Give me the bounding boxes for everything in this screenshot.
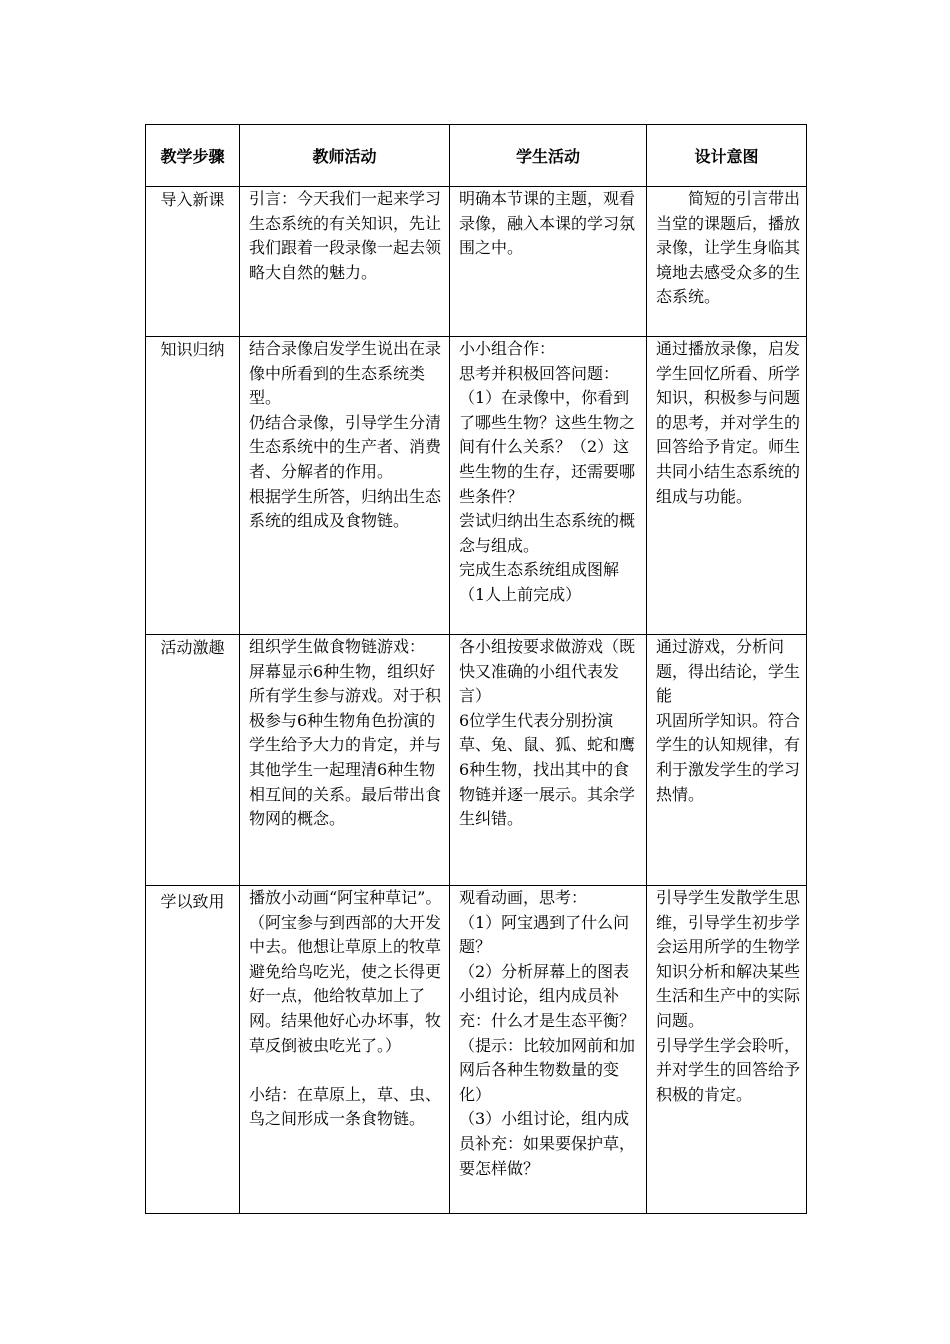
table-row <box>146 187 807 337</box>
header-step: 教学步骤 <box>146 125 240 187</box>
design-intent-cell <box>647 635 807 886</box>
teacher-activity-cell <box>240 886 450 1214</box>
paragraph: 引言：今天我们一起来学习生态系统的有关知识，先让我们跟着一段录像一起去领略大自然的魅力。 <box>249 189 442 282</box>
blank-line <box>249 1058 443 1083</box>
student-activity-cell <box>450 337 647 635</box>
paragraph: 组织学生做食物链游戏： <box>249 637 426 656</box>
header-student-activity: 学生活动 <box>450 125 647 187</box>
paragraph: （2）分析屏幕上的图表小组讨论，组内成员补充：什么才是生态平衡？（提示：比较加网前和加网后各种生物数量的变化） <box>459 961 636 1104</box>
paragraph: 通过播放录像，启发学生回忆所看、所学知识，积极参与问题的思考，并对学生的回答给予肯定。师生共同小结生态系统的组成与功能。 <box>656 339 801 506</box>
paragraph: 根据学生所答，归纳出生态系统的组成及食物链。 <box>249 486 442 531</box>
paragraph: 小小组合作： <box>459 339 556 358</box>
step-cell: 活动激趣 <box>146 635 240 886</box>
paragraph: 仍结合录像，引导学生分清生态系统中的生产者、消费者、分解者的作用。 <box>249 412 442 481</box>
paragraph: 屏幕显示6种生物，组织好所有学生参与游戏。对于积极参与6种生物角色扮演的学生给予大力的肯定，并与其他学生一起理清6种生物相互间的关系。最后带出食物网的概念。 <box>249 661 442 829</box>
step-cell: 学以致用 <box>146 886 240 1214</box>
paragraph: （3）小组讨论，组内成员补充：如果要保护草，要怎样做？ <box>459 1109 636 1178</box>
design-intent-cell <box>647 187 807 337</box>
student-activity-cell <box>450 187 647 337</box>
paragraph: 尝试归纳出生态系统的概念与组成。 <box>459 511 636 555</box>
step-cell: 导入新课 <box>146 187 240 337</box>
paragraph: 播放小动画“阿宝种草记”。（阿宝参与到西部的大开发中去。他想让草原上的牧草避免给鸟吃光，使之长得更好一点，他给牧草加上了网。结果他好心办坏事，牧草反倒被虫吃光了。） <box>249 888 442 1055</box>
step-cell: 知识归纳 <box>146 337 240 635</box>
paragraph: 明确本节课的主题，观看录像，融入本课的学习氛围之中。 <box>459 189 636 258</box>
paragraph: 简短的引言带出当堂的课题后，播放录像，让学生身临其境地去感受众多的生态系统。 <box>656 189 801 307</box>
lesson-plan-table <box>145 124 807 1214</box>
design-intent-cell <box>647 337 807 635</box>
header-teacher-activity: 教师活动 <box>240 125 450 187</box>
table-row <box>146 337 807 635</box>
paragraph: 小结：在草原上，草、虫、鸟之间形成一条食物链。 <box>249 1084 442 1129</box>
header-row <box>146 125 807 187</box>
teacher-activity-cell <box>240 337 450 635</box>
paragraph: 完成生态系统组成图解 （1人上前完成） <box>459 560 625 604</box>
paragraph: 通过游戏，分析问题，得出结论，学生能 <box>656 637 801 706</box>
paragraph: 观看动画，思考： <box>459 888 588 907</box>
teacher-activity-cell <box>240 187 450 337</box>
paragraph: 各小组按要求做游戏（既快又准确的小组代表发言） <box>459 637 636 706</box>
paragraph: 巩固所学知识。符合学生的认知规律，有利于激发学生的学习热情。 <box>656 710 801 804</box>
paragraph: 引导学生发散学生思维，引导学生初步学会运用所学的生物学知识分析和解决某些生活和生产中的实际问题。 <box>656 888 801 1030</box>
table-row <box>146 635 807 886</box>
table-row <box>146 886 807 1214</box>
paragraph: 引导学生学会聆听，并对学生的回答给予积极的肯定。 <box>656 1035 801 1104</box>
design-intent-cell <box>647 886 807 1214</box>
paragraph: 6位学生代表分别扮演草、兔、鼠、狐、蛇和鹰6种生物，找出其中的食物链并逐一展示。其余学生纠错。 <box>459 710 636 829</box>
paragraph: 结合录像启发学生说出在录像中所看到的生态系统类型。 <box>249 339 442 408</box>
paragraph: 思考并积极回答问题：（1）在录像中，你看到了哪些生物？这些生物之间有什么关系？（2）这些生物的生存，还需要哪些条件？ <box>459 363 636 506</box>
paragraph: （1）阿宝遇到了什么问题？ <box>459 912 630 957</box>
student-activity-cell <box>450 635 647 886</box>
teacher-activity-cell <box>240 635 450 886</box>
student-activity-cell <box>450 886 647 1214</box>
header-design-intent: 设计意图 <box>647 125 807 187</box>
